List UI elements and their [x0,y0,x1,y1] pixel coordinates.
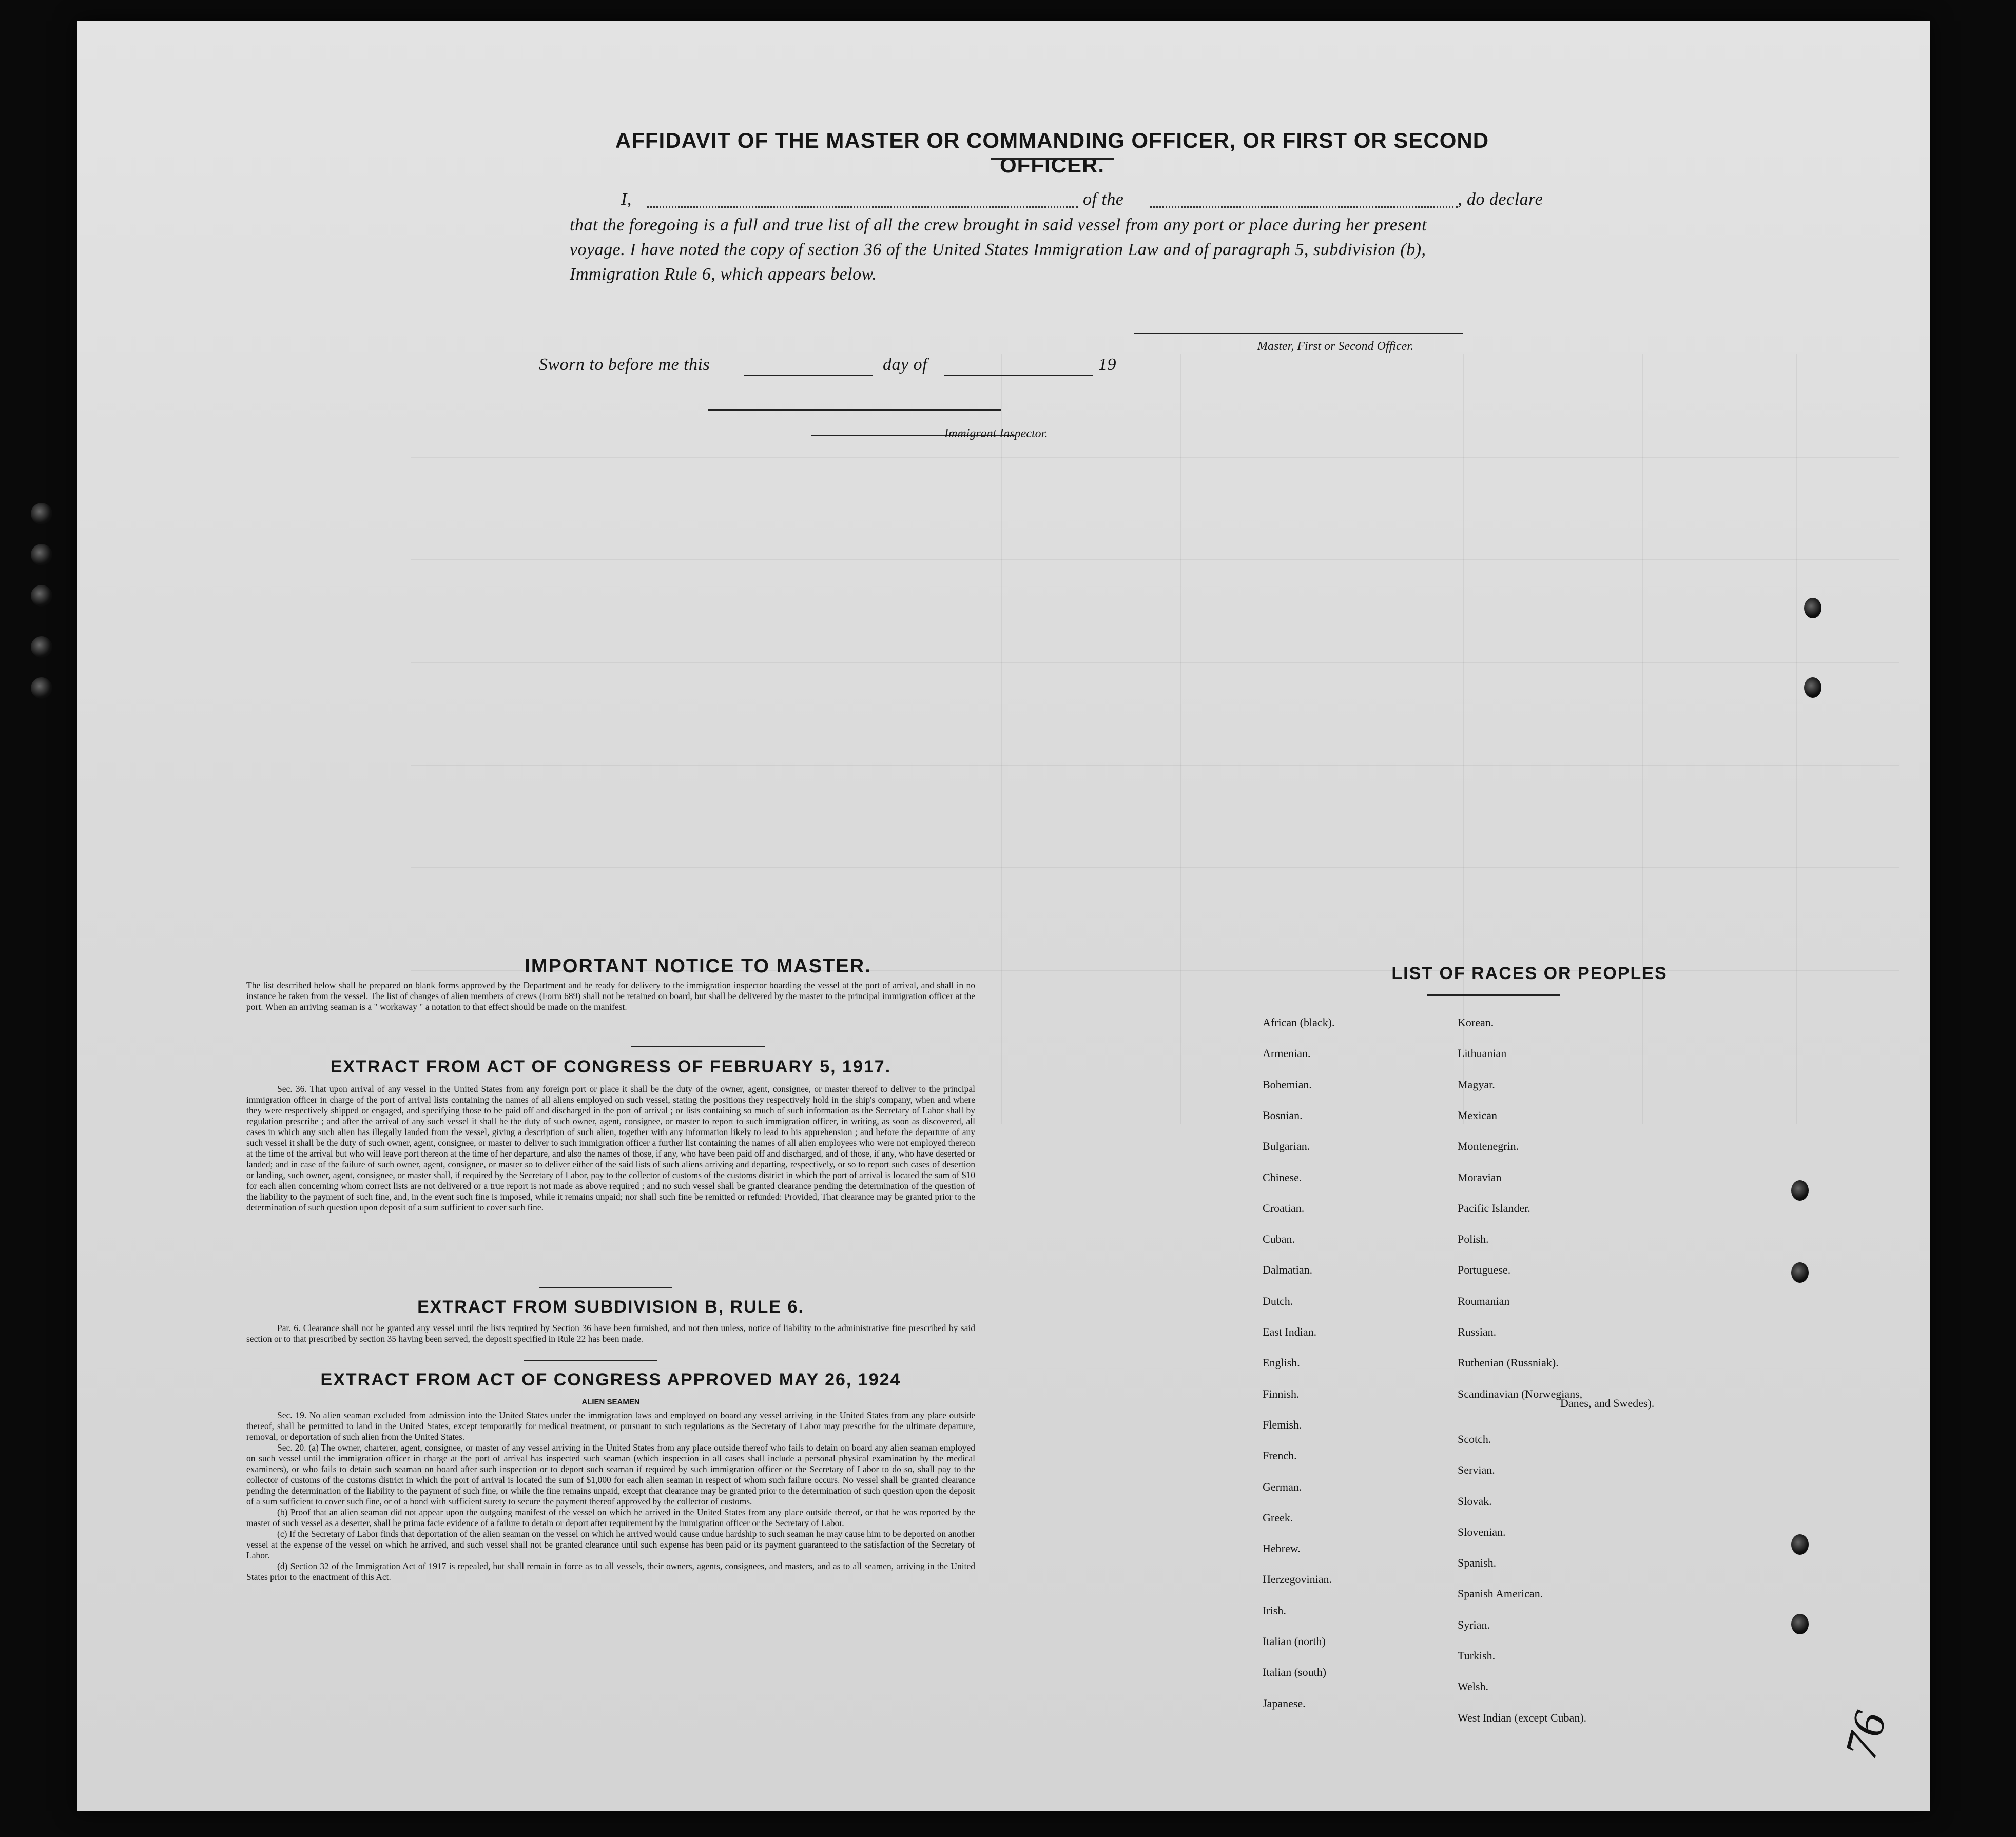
race-item: German. [1263,1480,1302,1493]
race-item: East Indian. [1263,1325,1317,1338]
race-item: African (black). [1263,1016,1335,1029]
punch-hole [1791,1534,1809,1555]
race-item: Flemish. [1263,1418,1302,1431]
punch-hole [1804,598,1821,618]
race-item: West Indian (except Cuban). [1458,1711,1587,1724]
binding-hole [31,503,52,524]
race-item: Dutch. [1263,1294,1293,1307]
sec-20a: Sec. 20. (a) The owner, charterer, agent, consignee, or master of any vessel arriving in the United States from any place outside thereof who fails to detain on board any alien seaman employed on such vessel until the immigration officer in charge at the port of arrival has inspected such seaman (which inspection in all cases shall include a personal physical examination by the medical examiners), or who fails to detain such seaman on board after such inspection or to deport such seaman if required by such immigration officer or the Secretary of Labor to do so, shall pay to the collector of customs of the customs district in which the port of arrival is located the sum of $1,000 for each alien seaman in respect of whom such failure occurs. No vessel shall be granted clearance pending the determination of the liability to the payment of such fine, or while the fine remains unpaid, except that clearance may be granted prior to the determination of such question upon the deposit of a sum sufficient to cover such fine, or of a bond with sufficient surety to secure the payment thereof approved by the collector of customs. [246,1442,975,1507]
affidavit-title: AFFIDAVIT OF THE MASTER OR COMMANDING OFFICER, OR FIRST OR SECOND OFFICER. [615,128,1489,177]
sec-20c: (c) If the Secretary of Labor finds that deportation of the alien seaman on the vessel on which he arrived would cause undue hardship to such seaman he may cause him to be deported on another vessel at the expense of the vessel on which he arrived, and such vessel shall not be granted clearance until such expense has been paid or its payment guaranteed to the satisfaction of the Secretary of Labor. [246,1529,975,1560]
race-item: Syrian. [1458,1618,1490,1631]
binding-hole [31,585,52,607]
name-blank [647,206,1078,208]
race-item: Mexican [1458,1108,1497,1122]
race-item: Hebrew. [1263,1542,1301,1555]
race-item: Herzegovinian. [1263,1573,1332,1586]
binding-hole [31,544,52,565]
race-item: Turkish. [1458,1649,1496,1662]
extract-1924-title: EXTRACT FROM ACT OF CONGRESS APPROVED MAY 26, 1924 [320,1370,901,1390]
sec-20b: (b) Proof that an alien seaman did not appear upon the outgoing manifest of the vessel on which he arrived in the United States from any place outside thereof, or that he was reported by the master of such vessel as a deserter, shall be prima facie evidence of a failure to detain or deport after requirement by the immigration officer or the Secretary of Labor. [246,1507,975,1528]
manifest-sheet [77,21,1930,1811]
sworn-month-blank [944,375,1093,376]
sworn-text: Sworn to before me this [539,355,710,374]
notice-body: The list described below shall be prepared on blank forms approved by the Department and be ready for delivery to the immigration inspector boarding the vessel at the port of arrival, and shall in no instance be taken from the vessel. The list of changes of alien members of crews (Form 689) shall not be retained on board, but shall be delivered by the master to the principal immigration officer at the port. When an arriving seaman is a " workaway " a notation to that effect should be made on the manifest. [246,980,975,1012]
race-item: Bosnian. [1263,1108,1303,1122]
race-item: Spanish American. [1458,1587,1543,1600]
master-signature-line [1134,333,1463,334]
race-item: Bulgarian. [1263,1140,1310,1153]
affidavit-line-2: that the foregoing is a full and true list of all the crew brought in said vessel from any port or place during her present [570,216,1427,234]
notice-title: IMPORTANT NOTICE TO MASTER. [525,955,871,977]
handwritten-page-number: 76 [1835,1706,1896,1764]
affidavit-line-3: voyage. I have noted the copy of section 36 of the United States Immigration Law and of paragraph 5, subdivision (b), [570,240,1426,259]
extract-1924-body [246,1410,975,1582]
affidavit-i: I, [621,190,632,209]
race-item: Welsh. [1458,1680,1488,1693]
extract-1917-title: EXTRACT FROM ACT OF CONGRESS OF FEBRUARY 5, 1917. [330,1057,891,1077]
race-item: Servian. [1458,1463,1495,1477]
race-item: Ruthenian (Russniak). [1458,1356,1559,1370]
race-item: Magyar. [1458,1078,1495,1091]
divider-1 [631,1046,765,1047]
race-item: Portuguese. [1458,1263,1511,1277]
race-item: Lithuanian [1458,1047,1507,1060]
race-item: Armenian. [1263,1047,1311,1060]
race-item: Italian (north) [1263,1635,1326,1648]
race-item: Finnish. [1263,1387,1300,1400]
punch-hole [1791,1614,1809,1634]
race-item: Roumanian [1458,1294,1510,1307]
inspector-label: Immigrant Inspector. [944,427,1048,440]
subdivision-b-title: EXTRACT FROM SUBDIVISION B, RULE 6. [417,1297,804,1317]
race-item: Dalmatian. [1263,1263,1313,1277]
divider-3 [524,1360,657,1361]
race-item: Slovak. [1458,1494,1492,1508]
sworn-day-of: day of [883,355,928,374]
binding-hole [31,636,52,658]
races-title: LIST OF RACES OR PEOPLES [1391,964,1668,983]
race-item: Pacific Islander. [1458,1201,1530,1215]
sec-19: Sec. 19. No alien seaman excluded from admission into the United States under the immigration laws and employed on board any vessel arriving in the United States from any place outside thereof, shall be permitted to land in the United States, except temporarily for medical treatment, or pursuant to such regulations as the Secretary of Labor may prescribe for the ultimate departure, removal, or deportation of such alien from the United States. [246,1410,975,1442]
race-item: French. [1263,1449,1297,1462]
race-item: Croatian. [1263,1201,1305,1215]
race-item: Scandinavian (Norwegians, [1458,1387,1583,1400]
races-underline [1427,994,1560,996]
race-item: Scotch. [1458,1432,1491,1445]
sworn-day-blank [744,375,873,376]
race-item: English. [1263,1356,1300,1370]
divider-2 [539,1287,672,1288]
affidavit-line-4: Immigration Rule 6, which appears below. [570,265,877,284]
affidavit-of-the: of the [1083,190,1124,209]
race-item: Chinese. [1263,1170,1302,1184]
race-item: Polish. [1458,1233,1489,1246]
race-item: Slovenian. [1458,1525,1506,1538]
extract-1917-body: Sec. 36. That upon arrival of any vessel in the United States from any foreign port or place it shall be the duty of the owner, agent, consignee, or master thereof to deliver to the principal immigration officer in charge of the port of arrival lists containing the names of all aliens employed on such vessel, stating the positions they respectively hold in the ship's company, when and where they were respectively shipped or engaged, and specifying those to be paid off and discharged in the port of arrival ; or lists containing so much of such information as the Secretary of Labor shall by regulation prescribe ; and after the arrival of any such vessel it shall be the duty of such owner, agent, consignee, or master to report to such immigration officer, in writing, as soon as discovered, all cases in which any such alien has illegally landed from the vessel, giving a description of such alien, together with any information likely to lead to his apprehension ; and before the departure of any such vessel it shall be the duty of such owner, agent, consignee, or master to deliver to such immigration officer a further list containing the names of all alien employees who were not employed thereon at the time of the arrival but who will leave port thereon at the time of her departure, and also the names of those, if any, who have been paid off and discharged, and of those, if any, who have deserted or landed; and in case of the failure of such owner, agent, consignee, or master so to deliver either of the said lists of such aliens arriving and departing, respectively, or so to report such cases of desertion or landing, such owner, agent, consignee, or master shall, if required by the Secretary of Labor, pay to the collector of customs of the customs district in which the port of arrival is located the sum of $10 for each alien concerning whom correct lists are not delivered or a true report is not made as above required ; and no such vessel shall be granted clearance pending the determination of the question of the liability to the payment of such fine, and, in the event such fine is imposed, while it remains unpaid; nor shall such fine be remitted or refunded: Provided, That clearance may be granted prior to the determination of such question upon deposit of a sum sufficient to cover such fine. [246,1084,975,1213]
race-item: Moravian [1458,1170,1502,1184]
punch-hole [1804,677,1821,698]
subdivision-b-body: Par. 6. Clearance shall not be granted any vessel until the lists required by Section 36 have been furnished, and not then unless, notice of liability to the administrative fine prescribed by said section or to that prescribed by section 35 having been served, the deposit specified in Rule 22 has been made. [246,1323,975,1344]
affidavit-declare: , do declare [1458,190,1543,209]
race-item: Cuban. [1263,1233,1295,1246]
race-item: Italian (south) [1263,1666,1327,1679]
punch-hole [1791,1262,1809,1283]
sworn-year: 19 [1098,355,1116,374]
race-item: Bohemian. [1263,1078,1312,1091]
race-item: Greek. [1263,1511,1293,1524]
alien-seamen-subtitle: ALIEN SEAMEN [581,1398,640,1406]
vessel-blank [1150,206,1458,208]
race-item: Korean. [1458,1016,1494,1029]
master-label: Master, First or Second Officer. [1257,340,1413,353]
title-underline [991,158,1114,160]
sec-20d: (d) Section 32 of the Immigration Act of 1917 is repealed, but shall remain in force as to all vessels, their owners, agents, consignees, and masters, and as to all seamen, arriving in the United States prior to the enactment of this Act. [246,1561,975,1582]
race-item: Irish. [1263,1604,1286,1617]
race-item: Montenegrin. [1458,1140,1519,1153]
punch-hole [1791,1180,1809,1201]
race-item: Japanese. [1263,1696,1306,1710]
binding-hole [31,677,52,699]
race-scandinavian-continued: Danes, and Swedes). [1560,1397,1655,1410]
race-item: Russian. [1458,1325,1497,1338]
inspector-line-1 [708,409,1001,411]
race-item: Spanish. [1458,1556,1497,1570]
